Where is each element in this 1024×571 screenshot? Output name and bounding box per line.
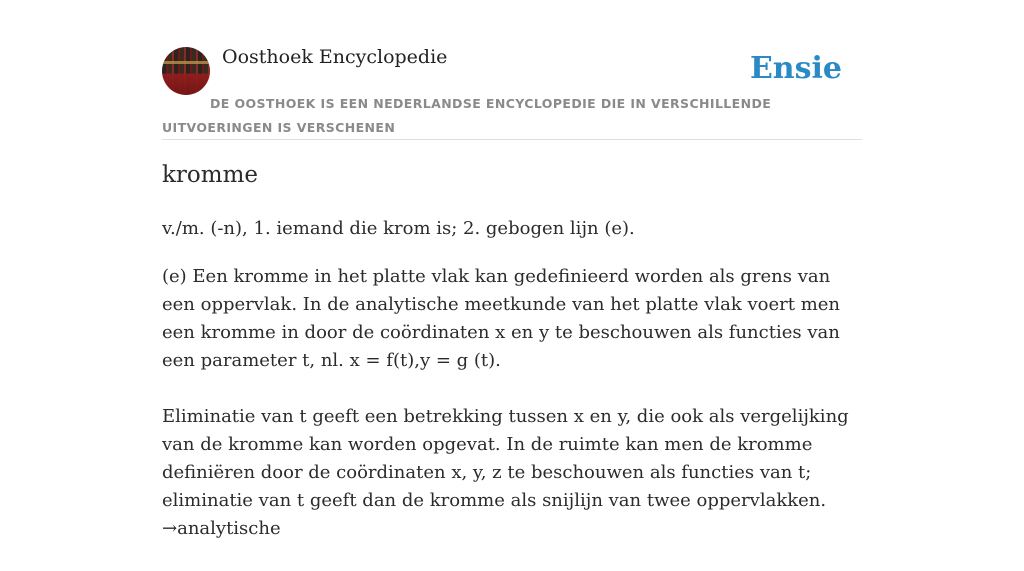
site-tagline: DE OOSTHOEK IS EEN NEDERLANDSE ENCYCLOPEDIE DIE IN VERSCHILLENDE UITVOERINGEN IS VERSCHENEN bbox=[162, 96, 772, 135]
entry-paragraph-2-text: Eliminatie van t geeft een betrekking tussen x en y, die ook als vergelijking van de kromme kan worden opgevat. In de ruimte kan men de kromme definiëren door de coördinaten x, y, z te beschouwen als functies van t; eliminatie van t geeft dan de kromme als snijlijn van twee oppervlakken. bbox=[162, 406, 849, 511]
brand-logo[interactable]: Ensie bbox=[749, 51, 842, 86]
header-divider bbox=[162, 139, 862, 140]
site-name[interactable]: Oosthoek Encyclopedie bbox=[222, 46, 448, 68]
entry-paragraph-2 bbox=[162, 403, 862, 543]
entry-title: kromme bbox=[162, 162, 259, 188]
encyclopedia-avatar[interactable] bbox=[162, 47, 210, 95]
entry-definition: v./m. (-n), 1. iemand die krom is; 2. gebogen lijn (e). bbox=[162, 218, 635, 239]
entry-paragraph-1: (e) Een kromme in het platte vlak kan gedefinieerd worden als grens van een oppervlak. In de analytische meetkunde van het platte vlak voert men een kromme in door de coördinaten x en y te beschouwen als functies van een parameter t, nl. x = f(t),y = g (t). bbox=[162, 266, 841, 371]
entry-body bbox=[162, 263, 862, 571]
analytische-link[interactable]: →analytische bbox=[162, 518, 281, 539]
